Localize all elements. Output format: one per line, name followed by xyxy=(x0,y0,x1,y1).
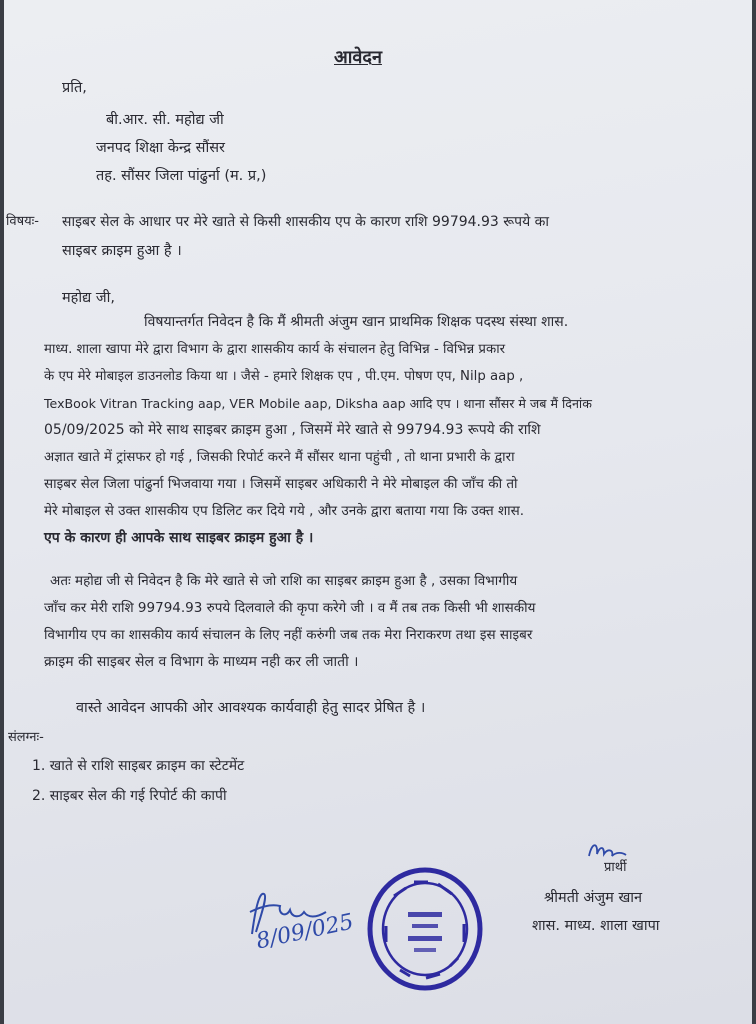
attachments-label: संलग्नः- xyxy=(8,730,44,745)
recipient-prefix: प्रति, xyxy=(62,80,87,96)
body1-line: माध्य. शाला खापा मेरे द्वारा विभाग के द्वारा शासकीय कार्य के संचालन हेतु विभिन्न - विभिन्न प्रकार xyxy=(44,342,506,357)
body1-line: TexBook Vitran Tracking aap, VER Mobile aap, Diksha aap आदि एप । थाना सौंसर मे जब मैं दिनांक xyxy=(44,396,592,411)
body1-line: 05/09/2025 को मेरे साथ साइबर क्राइम हुआ , जिसमें मेरे खाते से 99794.93 रूपये की राशि xyxy=(44,422,541,438)
body1-line: के एप मेरे मोबाइल डाउनलोड किया था । जैसे - हमारे शिक्षक एप , पी.एम. पोषण एप, Nilp aap , xyxy=(44,369,524,384)
recipient-line-2: जनपद शिक्षा केन्द्र सौंसर xyxy=(96,140,225,156)
document-title: आवेदन xyxy=(334,47,382,68)
sender-school: शास. माध्य. शाला खापा xyxy=(532,918,660,934)
recipient-line-1: बी.आर. सी. महोद्य जी xyxy=(106,112,224,128)
closing-line: वास्ते आवेदन आपकी ओर आवश्यक कार्यवाही हेतु सादर प्रेषित है । xyxy=(76,700,426,716)
body2-line: विभागीय एप का शासकीय कार्य संचालन के लिए नहीं करुंगी जब तक मेरा निराकरण तथा इस साइबर xyxy=(44,627,533,643)
salutation: महोद्य जी, xyxy=(62,290,115,306)
body1-line: मेरे मोबाइल से उक्त शासकीय एप डिलिट कर दिये गये , और उनके द्वारा बताया गया कि उक्त शास. xyxy=(44,503,525,519)
subject-label: विषयः- xyxy=(6,214,39,229)
office-stamp xyxy=(366,866,484,992)
body2-line: जाँच कर मेरी राशि 99794.93 रुपये दिलवाले की कृपा करेगे जी । व मैं तब तक किसी भी शासकीय xyxy=(44,600,536,616)
sender-name: श्रीमती अंजुम खान xyxy=(544,890,643,906)
body2-line: क्राइम की साइबर सेल व विभाग के माध्यम नही कर ली जाती । xyxy=(44,654,359,670)
subject-line-2: साइबर क्राइम हुआ है । xyxy=(62,243,182,259)
body2-line: अतः महोद्य जी से निवेदन है कि मेरे खाते से जो राशि का साइबर क्राइम हुआ है , उसका विभागीय xyxy=(50,573,518,589)
body1-line: विषयान्तर्गत निवेदन है कि मैं श्रीमती अंजुम खान प्राथमिक शिक्षक पदस्थ संस्था शास. xyxy=(144,314,569,330)
sender-role: प्रार्थी xyxy=(604,860,627,875)
recipient-line-3: तह. सौंसर जिला पांढुर्ना (म. प्र,) xyxy=(96,168,267,184)
body-paragraph-2 xyxy=(44,568,744,676)
body1-line: एप के कारण ही आपके साथ साइबर क्राइम हुआ है । xyxy=(44,530,314,546)
attachment-item: 1. खाते से राशि साइबर क्राइम का स्टेटमेंट xyxy=(32,758,245,774)
attachment-item: 2. साइबर सेल की गई रिपोर्ट की कापी xyxy=(32,788,227,804)
letter-page xyxy=(4,0,752,1024)
handwritten-date: 8/09/025 xyxy=(254,909,356,955)
subject-line-1: साइबर सेल के आधार पर मेरे खाते से किसी शासकीय एप के कारण राशि 99794.93 रूपये का xyxy=(62,214,550,230)
body1-line: अज्ञात खाते में ट्रांसफर हो गई , जिसकी रिपोर्ट करने मैं सौंसर थाना पहुंची , तो थाना प्रभारी के द्वारा xyxy=(44,450,515,465)
body1-line: साइबर सेल जिला पांढुर्ना भिजवाया गया । जिसमें साइबर अधिकारी ने मेरे मोबाइल की जाँच की तो xyxy=(44,476,518,492)
body-paragraph-1 xyxy=(44,309,744,552)
